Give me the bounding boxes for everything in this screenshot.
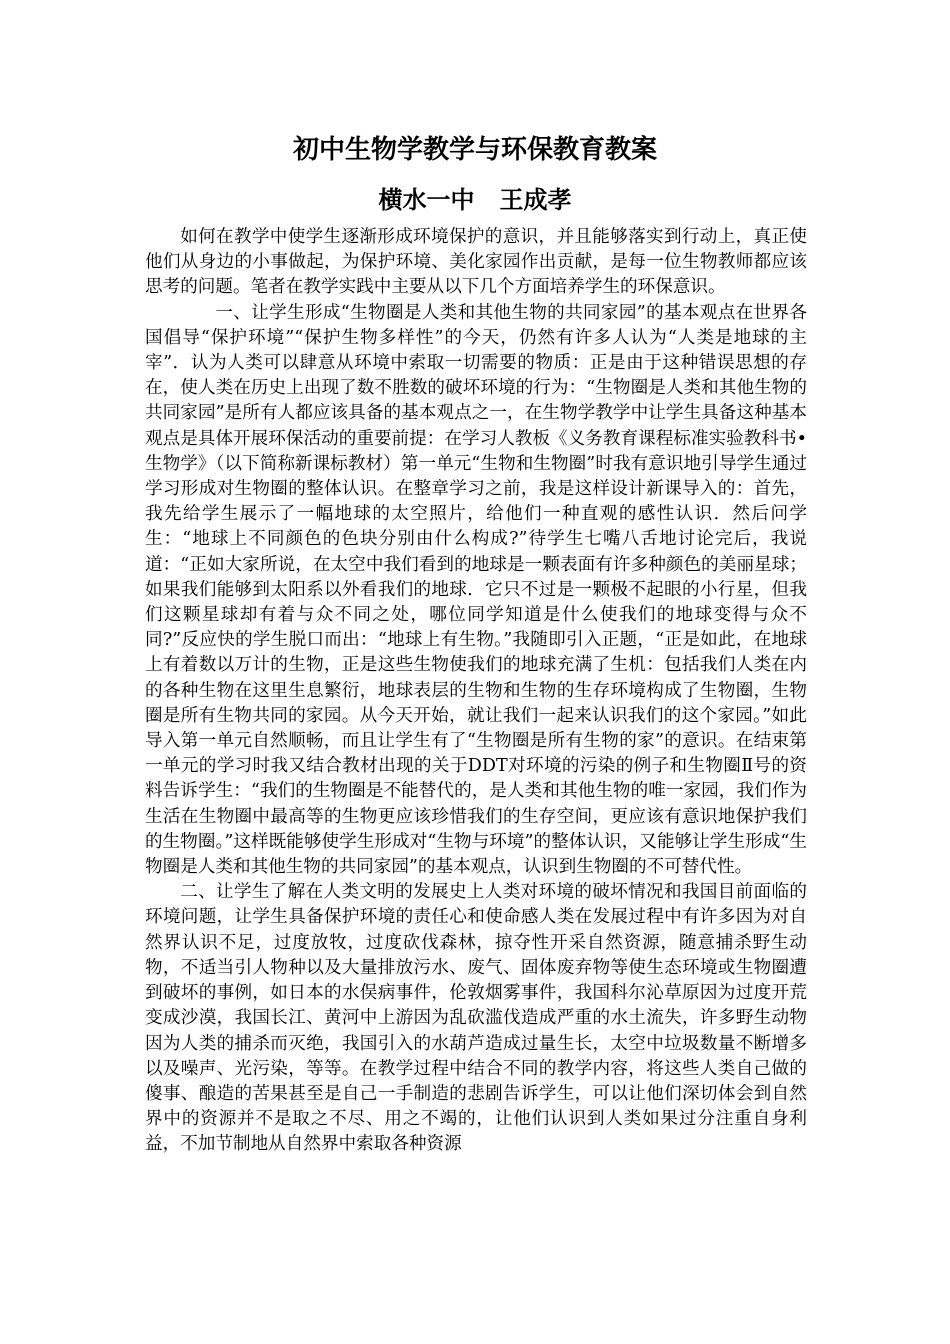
- section-one-paragraph: 一、让学生形成“生物圈是人类和其他生物的共同家园”的基本观点在世界各国倡导“保护环境”“保护生物多样性”的今天，仍然有许多人认为“人类是地球的主宰”．认为人类可以肆意从环境中索取一切需要的物质：正是由于这种错误思想的存在，使人类在历史上出现了数不胜数的破坏环境的行为：“生物圈是人类和其他生物的共同家园”是所有人都应该具备的基本观点之一，在生物学教学中让学生具备这种基本观点是具体开展环保活动的重要前提：在学习人教板《义务教育课程标准实验教科书•生物学》（以下简称新课标教材）第一单元“生物和生物圈”时我有意识地引导学生通过学习形成对生物圈的整体认识。在整章学习之前，我是这样设计新课导入的：首先，我先给学生展示了一幅地球的太空照片，给他们一种直观的感性认识．然后问学生：“地球上不同颜色的色块分别由什么构成?”待学生七嘴八舌地讨论完后，我说道：“正如大家所说，在太空中我们看到的地球是一颗表面有许多种颜色的美丽星球；如果我们能够到太阳系以外看我们的地球．它只不过是一颗极不起眼的小行星，但我们这颗星球却有着与众不同之处，哪位同学知道是什么使我们的地球变得与众不同?”反应快的学生脱口而出：“地球上有生物。”我随即引入正题，“正是如此，在地球上有着数以万计的生物，正是这些生物使我们的地球充满了生机：包括我们人类在内的各种生物在这里生息繁衍，地球表层的生物和生物的生存环境构成了生物圈，生物圈是所有生物共同的家园。从今天开始，就让我们一起来认识我们的这个家园。”如此导入第一单元自然顺畅，而且让学生有了“生物圈是所有生物的家”的意识。在结束第一单元的学习时我又结合教材出现的关于DDT对环境的污染的例子和生物圈Ⅱ号的资料告诉学生：“我们的生物圈是不能替代的，是人类和其他生物的唯一家园，我们作为生活在生物圈中最高等的生物更应该珍惜我们的生存空间，更应该有意识地保护我们的生物圈。”这样既能够使学生形成对“生物与环境”的整体认识，又能够让学生形成“生物圈是人类和其他生物的共同家园”的基本观点，认识到生物圈的不可替代性。: [145, 302, 807, 878]
- document-body: [145, 225, 807, 1158]
- intro-paragraph: 如何在教学中使学生逐渐形成环境保护的意识，并且能够落实到行动上，真正使他们从身边的小事做起，为保护环境、美化家园作出贡献，是每一位生物教师都应该思考的问题。笔者在教学实践中主要从以下几个方面培养学生的环保意识。: [145, 227, 807, 298]
- document-title: 初中生物学教学与环保教育教案: [292, 135, 657, 165]
- document-author: 横水一中 王成孝: [378, 185, 572, 214]
- section-two-paragraph: 二、让学生了解在人类文明的发展史上人类对环境的破坏情况和我国目前面临的环境问题，让学生具备保护环境的责任心和使命感人类在发展过程中有许多因为对自然界认识不足，过度放牧，过度砍伐森林，掠夺性开采自然资源，随意捕杀野生动物，不适当引人物种以及大量排放污水、废气、固体废弃物等使生态环境或生物圈遭到破坏的事例，如日本的水俣病事件，伦敦烟雾事件，我国科尔沁草原因为过度开荒变成沙漠，我国长江、黄河中上游因为乱砍滥伐造成严重的水土流失，许多野生动物因为人类的捕杀而灭绝，我国引入的水葫芦造成过量生长，太空中垃圾数量不断增多以及噪声、光污染，等等。在教学过程中结合不同的教学内容，将这些人类自己做的傻事、酿造的苦果甚至是自己一手制造的悲剧告诉学生，可以让他们深切体会到自然界中的资源并不是取之不尽、用之不竭的，让他们认识到人类如果过分注重自身利益，不加节制地从自然界中索取各种资源: [145, 882, 807, 1155]
